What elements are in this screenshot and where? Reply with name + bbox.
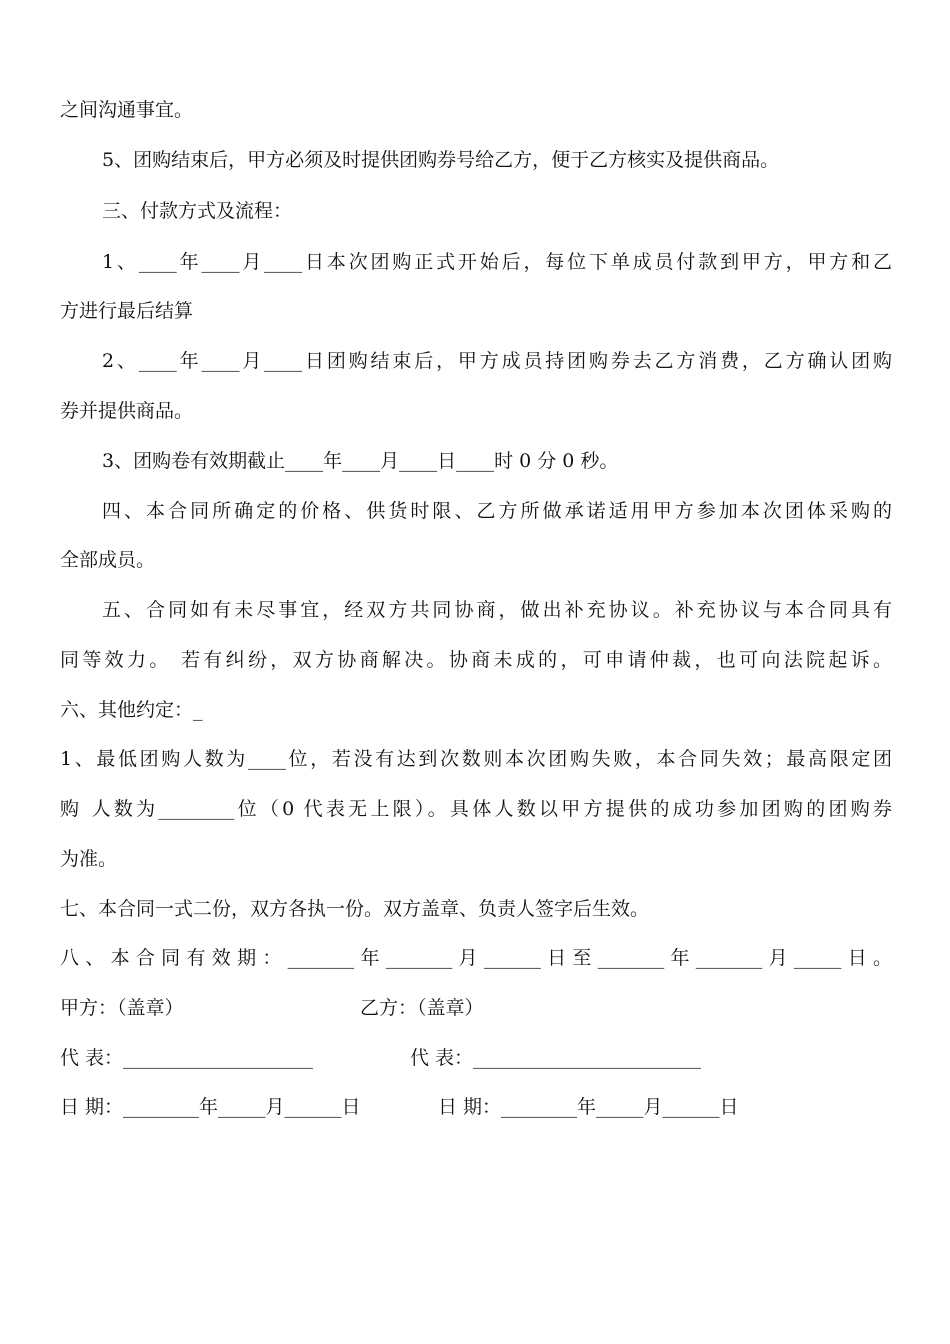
paragraph-line: 1、____年____月____日本次团购正式开始后，每位下单成员付款到甲方，甲方和乙 <box>102 251 892 273</box>
paragraph-line: 购 人数为________位（0 代表无上限）。具体人数以甲方提供的成功参加团购的团购券 <box>60 798 892 820</box>
paragraph-line: 2、____年____月____日团购结束后，甲方成员持团购券去乙方消费，乙方确认团购 <box>102 350 892 372</box>
section-heading: 四、本合同所确定的价格、供货时限、乙方所做承诺适用甲方参加本次团体采购的 <box>102 500 892 522</box>
party-a-date: 日 期：________年_____月______日 <box>60 1096 361 1118</box>
party-b-date: 日 期：________年_____月______日 <box>438 1096 739 1118</box>
paragraph-line: 5、团购结束后，甲方必须及时提供团购券号给乙方，便于乙方核实及提供商品。 <box>102 149 780 171</box>
paragraph-line: 为准。 <box>60 848 118 870</box>
party-b-seal: 乙方：（盖章） <box>360 997 484 1019</box>
party-a-representative: 代 表：____________________ <box>60 1047 314 1069</box>
paragraph-line: 1、最低团购人数为____位，若没有达到次数则本次团购失败，本合同失效；最高限定团 <box>60 748 892 770</box>
section-heading: 七、本合同一式二份，双方各执一份。双方盖章、负责人签字后生效。 <box>60 898 650 920</box>
party-b-representative: 代 表：________________________ <box>410 1047 702 1069</box>
paragraph-line: 券并提供商品。 <box>60 400 194 422</box>
paragraph-line: 方进行最后结算 <box>60 300 194 322</box>
section-heading: 五、合同如有未尽事宜，经双方共同协商，做出补充协议。补充协议与本合同具有 <box>102 599 892 621</box>
party-a-seal: 甲方：（盖章） <box>60 997 184 1019</box>
paragraph-line: 3、团购卷有效期截止____年____月____日____时 0 分 0 秒。 <box>102 450 619 472</box>
section-heading: 八、本合同有效期：_______年_______月______日至_______年_______月_____日。 <box>60 947 892 969</box>
paragraph-line: 之间沟通事宜。 <box>60 99 194 121</box>
paragraph-line: 同等效力。 若有纠纷，双方协商解决。协商未成的，可申请仲裁，也可向法院起诉。 <box>60 649 892 671</box>
section-heading: 三、付款方式及流程： <box>102 200 293 222</box>
section-heading: 六、其他约定：_ <box>60 699 203 721</box>
paragraph-line: 全部成员。 <box>60 549 156 571</box>
